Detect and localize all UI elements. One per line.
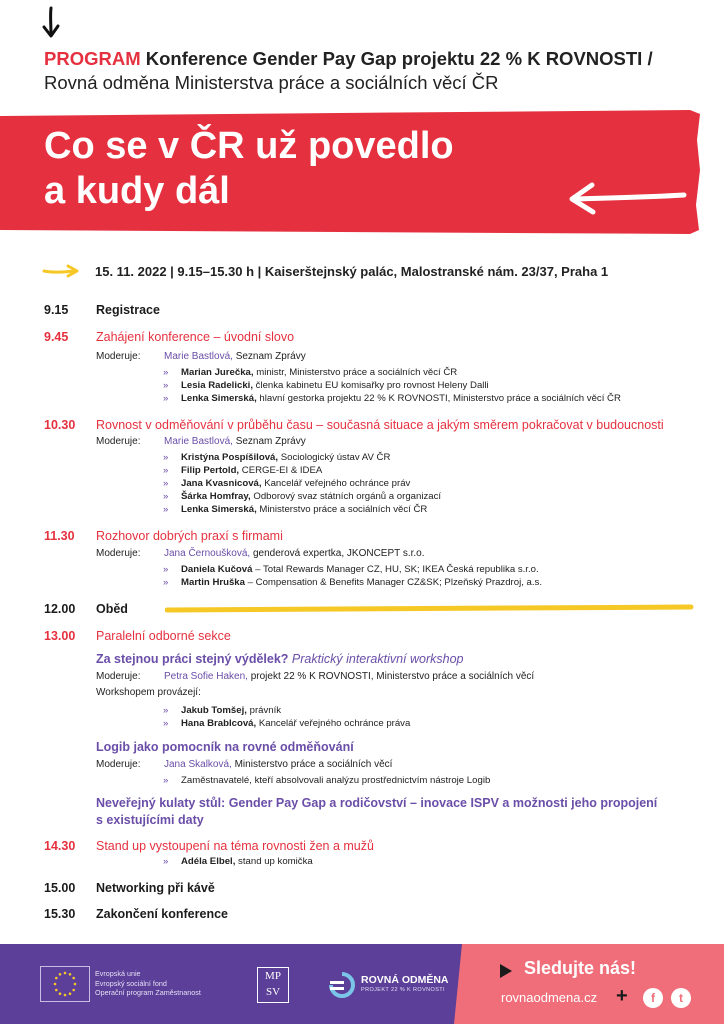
title-networking: Networking při kávě [96,881,215,895]
moderator-org: genderová expertka, JKONCEPT s.r.o. [250,548,425,559]
title-standup: Stand up vystoupení na téma rovnosti žen a mužů [96,839,374,853]
title-registrace: Registrace [96,303,160,317]
speaker-name: Kristýna Pospíšilová, [181,452,279,463]
moderator-label: Moderuje: [96,759,141,770]
moderator-name: Marie Bastlová, [164,436,233,447]
workshop-guides-label: Workshopem provázejí: [96,687,201,698]
banner-line-2: a kudy dál [44,170,230,212]
moderator-label: Moderuje: [96,351,141,362]
title-logib: Logib jako pomocník na rovné odměňování [96,740,354,754]
title-rozhovor: Rozhovor dobrých praxí s firmami [96,529,283,543]
twitter-icon[interactable]: t [671,988,691,1008]
time-networking: 15.00 [44,881,76,895]
title-rovnost: Rovnost v odměňování v průběhu času – současná situace a jakým směrem pokračovat v budoucnosti [96,418,664,432]
speaker-item [163,491,441,502]
speaker-name: Marian Jurečka, [181,367,254,378]
banner-title [44,124,454,214]
down-arrow-icon [40,6,62,40]
moderator-label: Moderuje: [96,436,141,447]
speaker-item [163,577,542,588]
bullet-glyph: » [163,465,169,476]
time-standup: 14.30 [44,839,76,853]
speaker-name: Hana Brablcová, [181,718,257,729]
bullet-glyph: » [163,504,169,515]
speaker-item [163,380,489,391]
eu-line: Evropská unie [95,969,141,978]
eu-stars-icon [41,967,89,1001]
speaker-item [163,465,322,476]
program-title [44,47,653,71]
footer-social [462,944,724,1024]
moderator-name: Marie Bastlová, [164,351,233,362]
banner-line-1: Co se v ČR už povedlo [44,125,454,167]
speaker-item [163,775,490,786]
speaker-item [163,452,390,463]
moderator-org: Seznam Zprávy [232,351,306,362]
time-sekce: 13.00 [44,629,76,643]
moderator-name: Petra Sofie Haken, [164,671,248,682]
speaker-item [163,705,281,716]
time-zakonceni: 15.30 [44,907,76,921]
highlight-line [165,602,695,616]
moderator-org: Seznam Zprávy [232,436,306,447]
moderator-rovnost [96,436,306,447]
bullet-glyph: » [163,775,169,786]
play-arrow-icon [498,962,514,980]
footer-divider [454,944,470,1024]
speaker-name: Daniela Kučová [181,564,253,575]
workshop-title: Za stejnou práci stejný výdělek? [96,652,289,666]
bullet-glyph: » [163,367,169,378]
left-arrow-icon [566,179,690,219]
eu-funding-text [95,969,201,998]
speaker-desc: Kancelář veřejného ochránce práv [261,478,411,489]
eu-line: Evropský sociální fond [95,978,167,988]
time-registrace: 9.15 [44,303,69,317]
bullet-glyph: » [163,856,169,867]
time-obed: 12.00 [44,602,76,616]
speaker-name: Filip Pertold, [181,465,240,476]
moderator-rozhovor [96,548,425,559]
bullet-glyph: » [163,564,169,575]
speaker-name: Lenka Simerská, [181,504,257,515]
mpsv-bottom: SV [265,986,281,998]
follow-us-heading: Sledujte nás! [524,958,637,978]
speaker-desc: stand up komička [235,856,313,867]
bullet-glyph: » [163,491,169,502]
plus-icon: + [616,985,628,1007]
bullet-glyph: » [163,577,169,588]
speaker-desc: – Compensation & Benefits Manager CZ&SK; Plzeňský Prazdroj, a.s. [244,577,542,588]
moderator-label: Moderuje: [96,548,141,559]
speaker-item [163,564,539,575]
speaker-name: Lenka Simerská, [181,393,257,404]
bullet-glyph: » [163,718,169,729]
speaker-item [163,504,427,515]
speaker-desc: právník [246,705,282,716]
speaker-desc: – Total Rewards Manager CZ, HU, SK; IKEA Česká republika s.r.o. [252,564,539,575]
moderator-zahajeni [96,351,306,362]
speaker-desc: Odborový svaz státních orgánů a organizací [250,491,442,502]
rovna-odmena-logo-icon [328,972,356,998]
bullet-glyph: » [163,452,169,463]
moderator-name: Jana Skalková, [164,759,232,770]
time-rozhovor: 11.30 [44,529,75,543]
speaker-item [163,718,410,729]
speaker-item [163,393,621,404]
bullet-glyph: » [163,393,169,404]
time-zahajeni: 9.45 [44,330,69,344]
title-obed: Oběd [96,602,128,616]
website-link[interactable]: rovnaodmena.cz [501,990,598,1005]
title-kulaty-stul-1: Neveřejný kulaty stůl: Gender Pay Gap a rodičovství – inovace ISPV a možnosti jeho propojení [96,796,658,810]
speaker-item [163,478,410,489]
moderator-org: projekt 22 % K ROVNOSTI, Ministerstvo práce a sociálních věcí [247,671,535,682]
speaker-desc: Kancelář veřejného ochránce práva [256,718,411,729]
title-zahajeni: Zahájení konference – úvodní slovo [96,330,295,344]
moderator-workshop [96,671,534,682]
program-word: PROGRAM [44,48,141,69]
title-sekce: Paralelní odborné sekce [96,629,231,643]
mpsv-top: MP [265,970,281,982]
speaker-desc: CERGE-EI & IDEA [239,465,323,476]
bullet-glyph: » [163,478,169,489]
rovna-odmena-subtitle: PROJEKT 22 % K ROVNOSTI [361,987,445,993]
speaker-name: Jakub Tomšej, [181,705,247,716]
program-subtitle: Rovná odměna Ministerstva práce a sociálních věcí ČR [44,72,499,93]
bullet-glyph: » [163,380,169,391]
right-arrow-icon [42,264,80,278]
moderator-logib [96,759,392,770]
speaker-item [163,856,313,867]
title-kulaty-stul-2: s existujícími daty [96,813,204,827]
eu-line: Operační program Zaměstnanost [95,988,201,997]
speaker-name: Martin Hruška [181,577,245,588]
moderator-label: Moderuje: [96,671,141,682]
speaker-desc: Ministerstvo práce a sociálních věcí ČR [256,504,428,515]
time-rovnost: 10.30 [44,418,76,432]
speaker-name: Adéla Elbel, [181,856,236,867]
speaker-name: Lesia Radelicki, [181,380,253,391]
speaker-name: Šárka Homfray, [181,491,251,502]
program-title-rest: Konference Gender Pay Gap projektu 22 % K ROVNOSTI / [145,48,653,69]
speaker-desc: hlavní gestorka projektu 22 % K ROVNOSTI, Ministerstvo práce a sociálních věcí ČR [256,393,621,404]
speaker-desc: členka kabinetu EU komisařky pro rovnost Heleny Dalli [253,380,489,391]
moderator-org: Ministerstvo práce a sociálních věcí [231,759,393,770]
speaker-item [163,367,457,378]
speaker-name: Jana Kvasnicová, [181,478,262,489]
event-details: 15. 11. 2022 | 9.15–15.30 h | Kaiserštejnský palác, Malostranské nám. 23/37, Praha 1 [95,264,609,279]
moderator-name: Jana Černoušková, [164,548,251,559]
speaker-desc: Zaměstnavatelé, kteří absolvovali analýzu prostřednictvím nástroje Logib [181,775,491,786]
facebook-icon[interactable]: f [643,988,663,1008]
title-zakonceni: Zakončení konference [96,907,228,921]
workshop-subtitle: Praktický interaktivní workshop [288,652,464,666]
speaker-desc: ministr, Ministerstvo práce a sociálních věcí ČR [253,367,458,378]
bullet-glyph: » [163,705,169,716]
eu-flag-icon [40,966,90,1002]
title-workshop [96,652,464,666]
mpsv-logo [257,967,289,1003]
speaker-desc: Sociologický ústav AV ČR [278,452,391,463]
rovna-odmena-title: ROVNÁ ODMĚNA [361,974,449,986]
